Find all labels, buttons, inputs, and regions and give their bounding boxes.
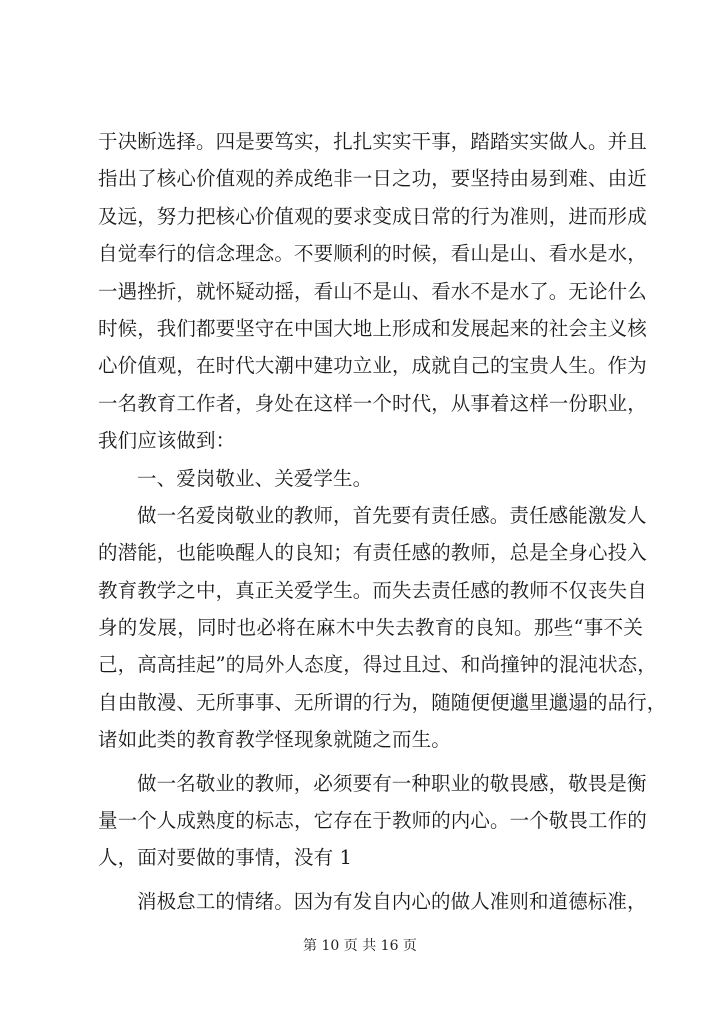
- paragraph-first-line: 消极怠工的情绪。因为有发自内心的做人准则和道德标准，: [137, 889, 647, 913]
- text-line: 我们应该做到：: [98, 429, 236, 453]
- section-heading: 一、爱岗敬业、关爱学生。: [137, 466, 373, 490]
- text-line: 的潜能，也能唤醒人的良知；有责任感的教师，总是全身心投入: [98, 541, 647, 565]
- text-line: 及远，努力把核心价值观的要求变成日常的行为准则，进而形成: [98, 204, 647, 228]
- text-line: 一遇挫折，就怀疑动摇，看山不是山、看水不是水了。无论什么: [98, 279, 647, 303]
- text-line: 心价值观，在时代大潮中建功立业，成就自己的宝贵人生。作为: [98, 354, 647, 378]
- text-line: 己，高高挂起”的局外人态度，得过且过、和尚撞钟的混沌状态，: [98, 653, 657, 677]
- text-line: 诸如此类的教育教学怪现象就随之而生。: [98, 728, 451, 752]
- text-line: 人，面对要做的事情，没有 1: [98, 846, 353, 870]
- text-line: 身的发展，同时也必将在麻木中失去教育的良知。那些“事不关: [98, 616, 643, 640]
- text-line: 时候，我们都要坚守在中国大地上形成和发展起来的社会主义核: [98, 316, 647, 340]
- text-line: 自觉奉行的信念理念。不要顺利的时候，看山是山、看水是水，: [98, 242, 647, 266]
- text-line: 于决断选择。四是要笃实，扎扎实实干事，踏踏实实做人。并且: [98, 130, 647, 153]
- text-line: 一名教育工作者，身处在这样一个时代，从事着这样一份职业，: [98, 391, 647, 415]
- text-line: 指出了核心价值观的养成绝非一日之功，要坚持由易到难、由近: [98, 167, 647, 191]
- text-line: 教育教学之中，真正关爱学生。而失去责任感的教师不仅丧失自: [98, 578, 647, 602]
- text-line: 量一个人成熟度的标志，它存在于教师的内心。一个敬畏工作的: [98, 809, 647, 833]
- paragraph-first-line: 做一名爱岗敬业的教师，首先要有责任感。责任感能激发人: [137, 503, 647, 527]
- document-body: [98, 123, 667, 920]
- paragraph-first-line: 做一名敬业的教师，必须要有一种职业的敬畏感，敬畏是衡: [137, 771, 647, 795]
- text-line: 自由散漫、无所事事、无所谓的行为，随随便便邋里邋遢的品行，: [98, 690, 667, 714]
- page-number-footer: 第 10 页 共 16 页: [303, 938, 417, 954]
